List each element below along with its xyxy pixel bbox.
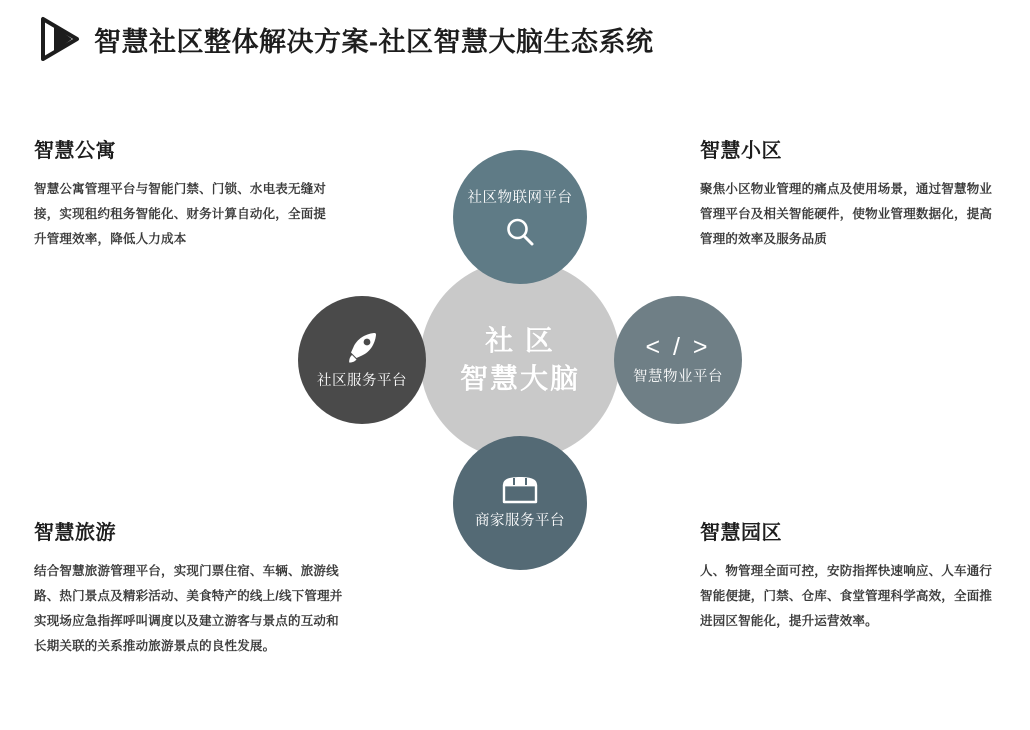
play-triangle-logo-icon bbox=[40, 16, 80, 62]
diagram-node-property-label: 智慧物业平台 bbox=[633, 368, 723, 385]
diagram-node-property[interactable] bbox=[614, 296, 742, 424]
page-header bbox=[40, 16, 654, 62]
text-block-community-title: 智慧小区 bbox=[700, 140, 782, 162]
shop-awning-icon bbox=[500, 474, 540, 506]
page-title: 智慧社区整体解决方案-社区智慧大脑生态系统 bbox=[94, 26, 654, 57]
diagram-node-service-label: 社区服务平台 bbox=[317, 373, 407, 390]
text-block-tourism-body: 结合智慧旅游管理平台，实现门票住宿、车辆、旅游线路、热门景点及精彩活动、美食特产的线上/线下管理并实现场应急指挥呼叫调度以及建立游客与景点的互动和长期关联的关系推动旅游景点的良性发展。 bbox=[34, 564, 343, 653]
text-block-tourism-title: 智慧旅游 bbox=[34, 522, 116, 544]
diagram-node-iot[interactable] bbox=[453, 150, 587, 284]
text-block-community bbox=[700, 134, 1000, 252]
rocket-icon bbox=[343, 328, 381, 366]
diagram-node-service[interactable] bbox=[298, 296, 426, 424]
text-block-tourism bbox=[34, 516, 344, 659]
magnifier-icon bbox=[503, 215, 537, 249]
ecosystem-diagram bbox=[280, 130, 760, 620]
center-label-line2: 智慧大脑 bbox=[459, 363, 580, 394]
text-block-apartment bbox=[34, 134, 334, 252]
text-block-park-body: 人、物管理全面可控，安防指挥快速响应、人车通行智能便捷，门禁、仓库、食堂管理科学高效，全面推进园区智能化，提升运营效率。 bbox=[700, 564, 993, 628]
text-block-apartment-title: 智慧公寓 bbox=[34, 140, 116, 162]
text-block-community-body: 聚焦小区物业管理的痛点及使用场景，通过智慧物业管理平台及相关智能硬件，使物业管理数据化，提高管理的效率及服务品质 bbox=[700, 182, 993, 246]
diagram-node-merchant-label: 商家服务平台 bbox=[475, 513, 565, 530]
text-block-apartment-body: 智慧公寓管理平台与智能门禁、门锁、水电表无缝对接，实现租约租务智能化、财务计算自动化，全面提升管理效率，降低人力成本 bbox=[34, 182, 327, 246]
text-block-park-title: 智慧园区 bbox=[700, 522, 782, 544]
diagram-node-iot-label: 社区物联网平台 bbox=[467, 190, 573, 207]
diagram-node-merchant[interactable] bbox=[453, 436, 587, 570]
diagram-center-node bbox=[420, 260, 620, 460]
text-block-park bbox=[700, 516, 1000, 634]
code-brackets-icon: < / > bbox=[645, 332, 711, 361]
center-label-line1: 社 区 bbox=[485, 325, 555, 357]
